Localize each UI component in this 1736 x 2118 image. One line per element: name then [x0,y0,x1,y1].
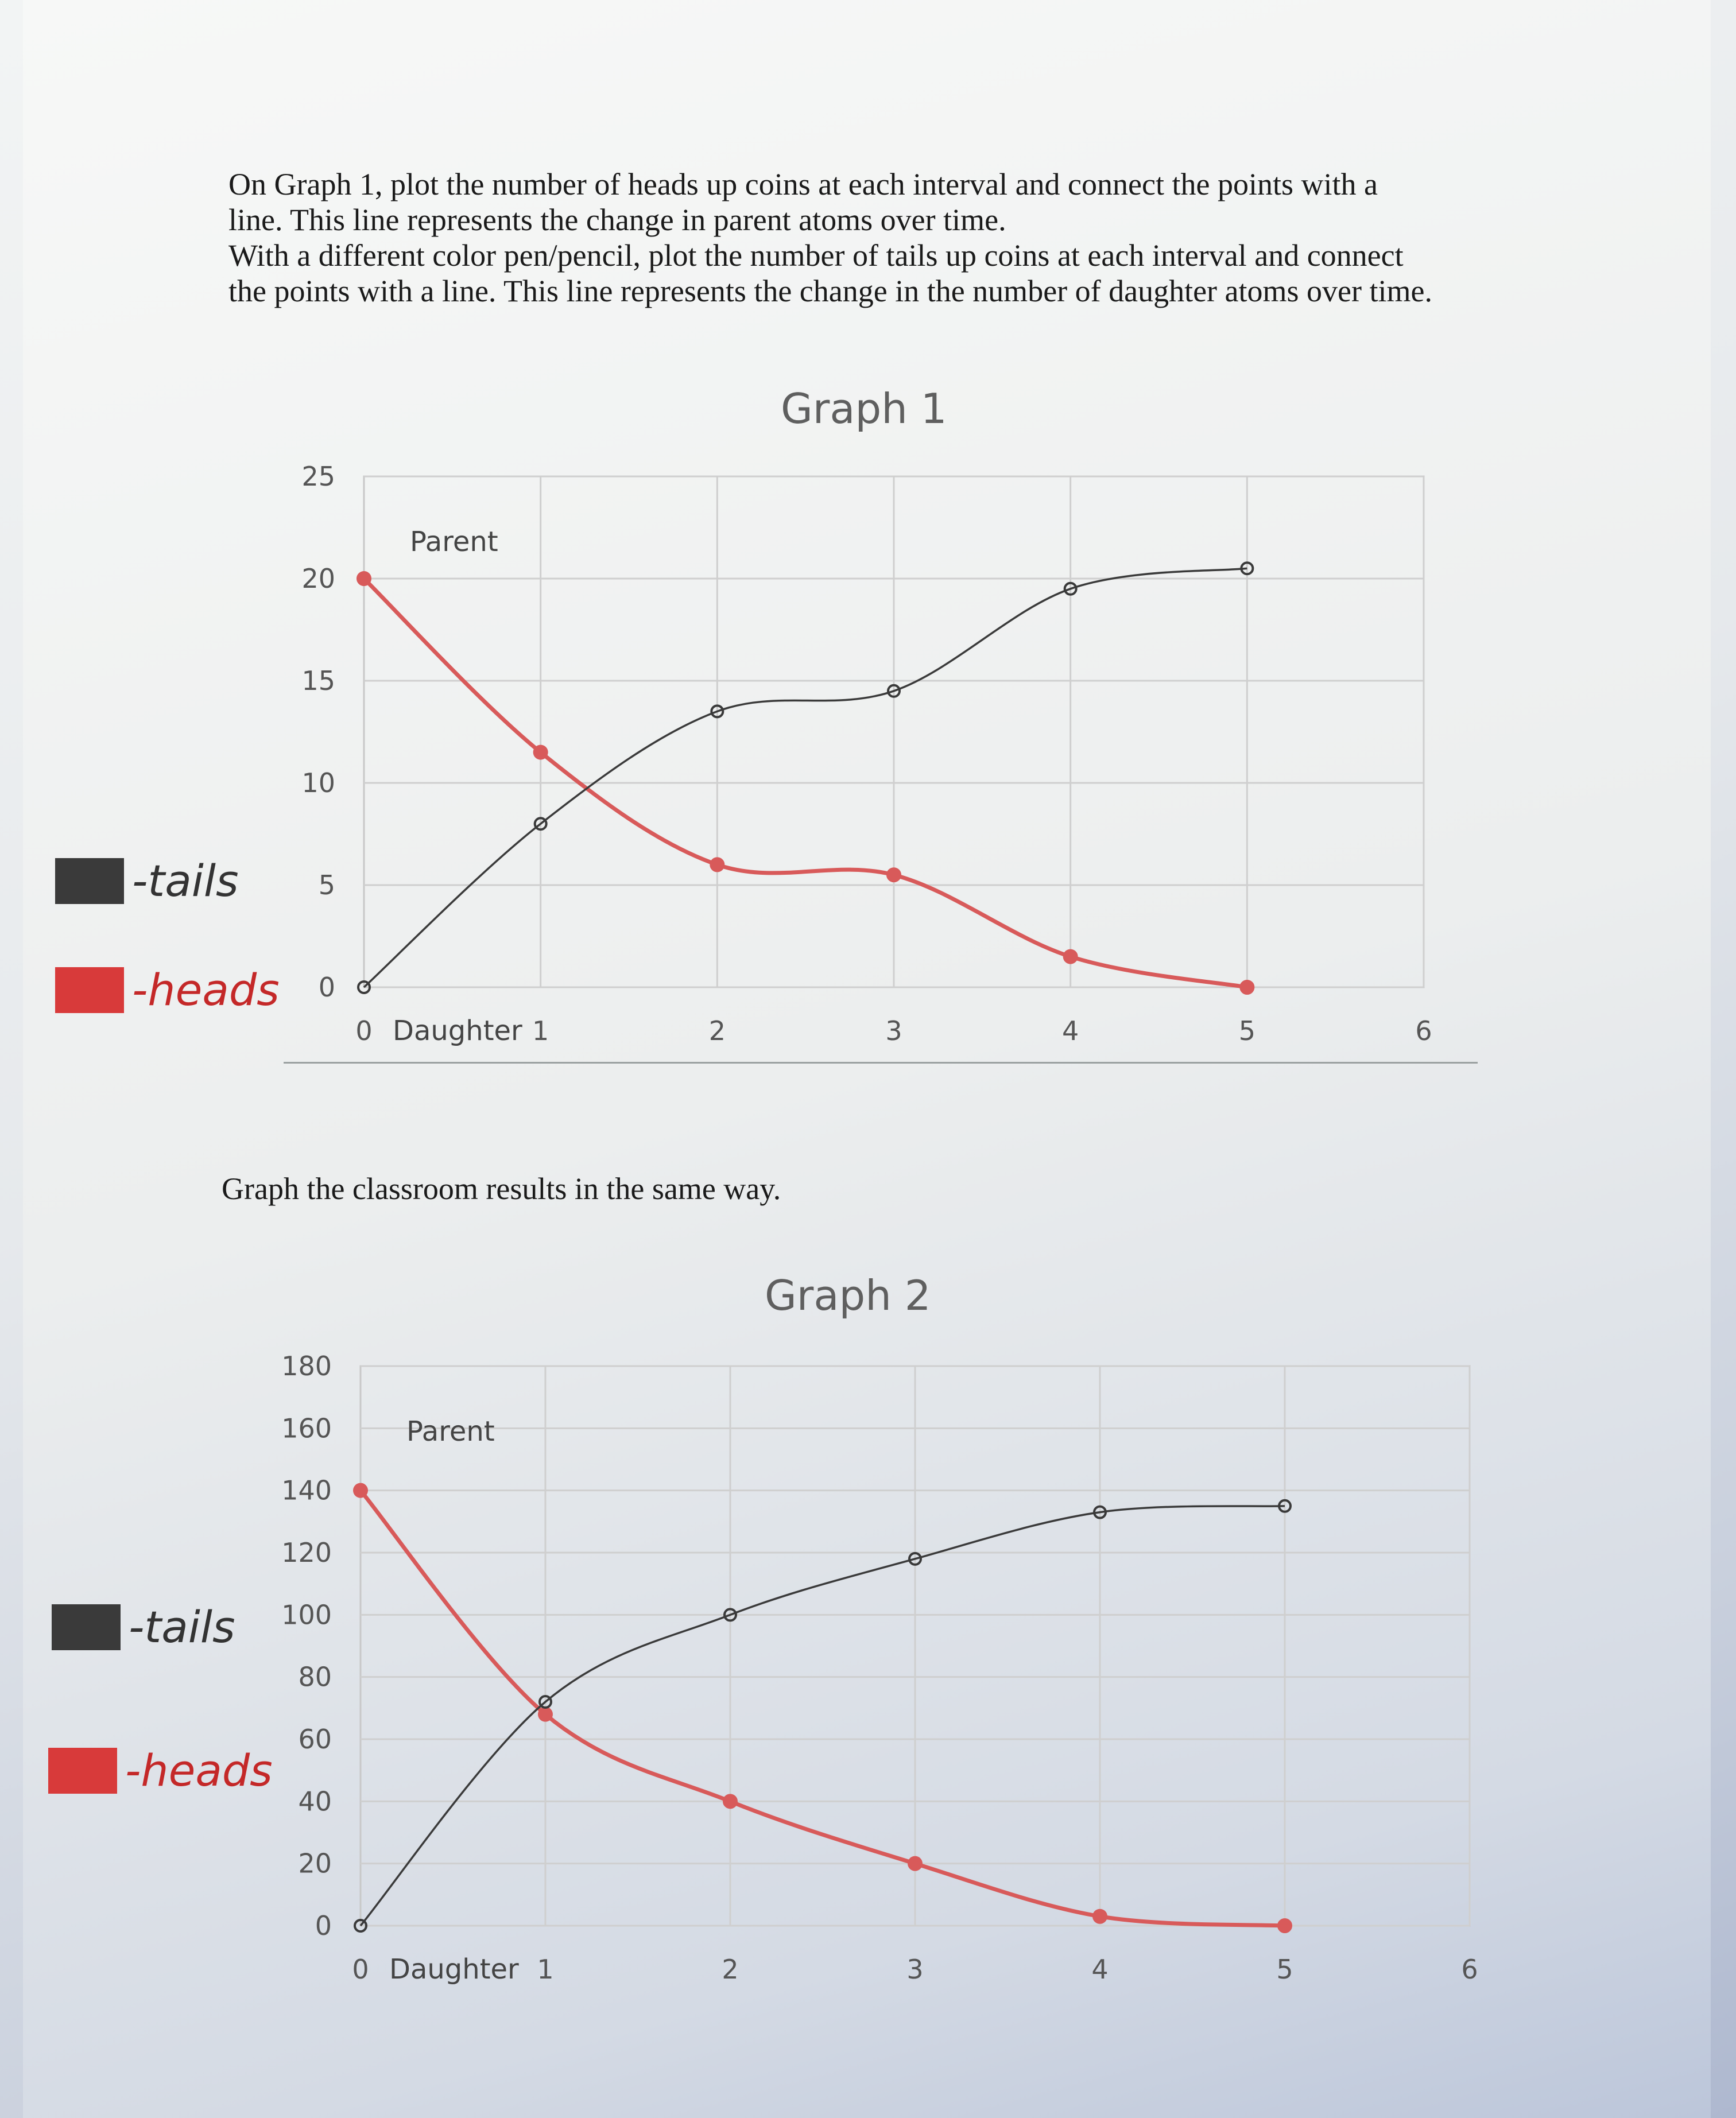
heads-data-point [1094,1910,1106,1923]
y-tick-label: 120 [281,1537,332,1568]
graph1-legend-heads [55,964,280,1015]
heads-data-point [724,1795,737,1807]
y-tick-label: 0 [315,1910,332,1941]
heads-swatch [55,967,124,1013]
daughter-label: Daughter [389,1953,519,1985]
x-tick-label: 3 [906,1954,924,1985]
y-tick-label: 25 [301,461,335,492]
heads-data-point [909,1857,921,1870]
x-tick-label: 5 [1276,1954,1293,1985]
y-tick-label: 20 [301,563,335,594]
tails-swatch [55,858,124,904]
x-tick-label: 5 [1238,1015,1256,1046]
daughter-label: Daughter [393,1015,522,1047]
y-tick-label: 40 [298,1786,332,1817]
heads-data-point [1278,1919,1291,1932]
y-tick-label: 15 [301,665,335,696]
parent-label: Parent [406,1415,495,1448]
heads-label: -heads [132,964,280,1015]
y-tick-label: 60 [298,1724,332,1755]
tails-label: -tails [129,1601,235,1652]
x-tick-label: 4 [1062,1015,1079,1046]
heads-data-point [539,1708,552,1721]
y-tick-label: 10 [301,767,335,798]
classroom-instruction: Graph the classroom results in the same way. [222,1172,781,1206]
instruction-line: the points with a line. This line represents the change in the number of daughter atoms over time. [228,274,1432,308]
x-tick-label: 6 [1415,1015,1432,1046]
y-tick-label: 180 [281,1351,332,1382]
heads-data-point [354,1484,367,1497]
x-tick-label: 1 [532,1015,549,1046]
x-tick-label: 0 [352,1954,369,1985]
y-tick-label: 140 [281,1475,332,1506]
x-tick-label: 6 [1461,1954,1478,1985]
x-tick-label: 1 [537,1954,554,1985]
instruction-line: line. This line represents the change in parent atoms over time. [228,203,1006,237]
x-tick-label: 4 [1091,1954,1109,1985]
graph2-title: Graph 2 [765,1271,931,1320]
heads-swatch [48,1748,117,1794]
y-tick-label: 80 [298,1661,332,1693]
graph1-legend-tails [55,855,239,906]
heads-label: -heads [125,1745,273,1796]
y-tick-label: 100 [281,1599,332,1631]
graph2-legend-tails [52,1601,235,1652]
y-tick-label: 160 [281,1413,332,1444]
heads-series-line [361,1491,1285,1926]
x-tick-label: 0 [355,1015,373,1046]
x-tick-label: 2 [722,1954,739,1985]
y-tick-label: 5 [318,870,335,901]
y-tick-label: 20 [298,1848,332,1879]
tails-label: -tails [132,855,239,906]
tails-swatch [52,1604,121,1650]
graph2-legend-heads [48,1745,273,1796]
x-tick-label: 2 [708,1015,726,1046]
graph1-title: Graph 1 [781,385,947,433]
y-tick-label: 0 [318,972,335,1003]
x-tick-label: 3 [885,1015,902,1046]
parent-label: Parent [410,526,498,558]
section-divider [284,1062,1478,1064]
instruction-line: On Graph 1, plot the number of heads up coins at each interval and connect the points with a [228,167,1378,201]
instruction-line: With a different color pen/pencil, plot the number of tails up coins at each interval and connect [228,238,1404,273]
